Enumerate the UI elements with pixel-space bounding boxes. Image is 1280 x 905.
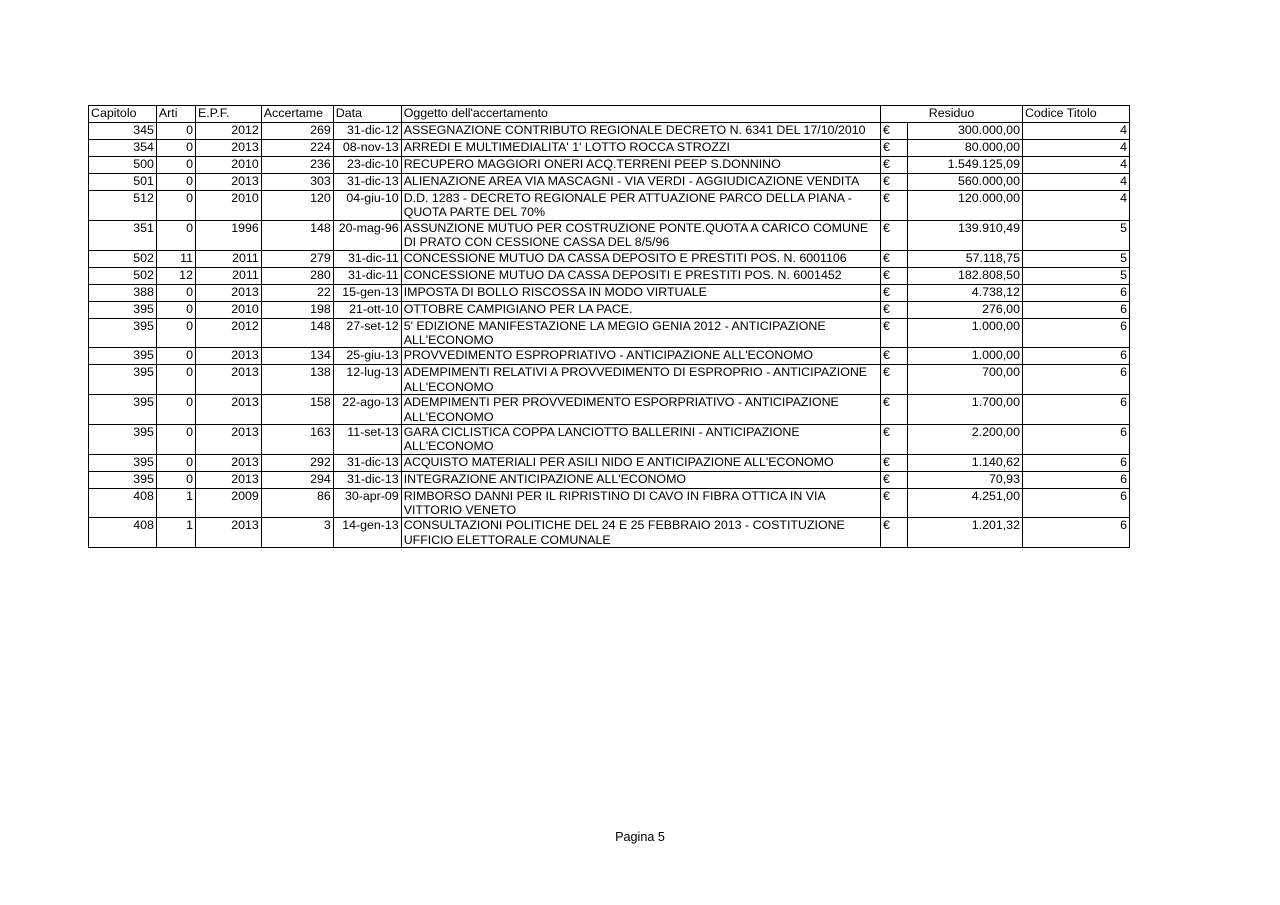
cell-oggetto: RIMBORSO DANNI PER IL RIPRISTINO DI CAVO IN FIBRA OTTICA IN VIA VITTORIO VENETO — [401, 488, 880, 518]
cell-articolo: 0 — [156, 140, 195, 157]
cell-valuta: € — [881, 123, 908, 140]
cell-accertamento: 279 — [261, 250, 333, 267]
cell-oggetto: ADEMPIMENTI RELATIVI A PROVVEDIMENTO DI ESPROPRIO - ANTICIPAZIONE ALL'ECONOMO — [401, 365, 880, 395]
cell-valuta: € — [881, 220, 908, 250]
cell-oggetto: ACQUISTO MATERIALI PER ASILI NIDO E ANTICIPAZIONE ALL'ECONOMO — [401, 454, 880, 471]
cell-valuta: € — [881, 454, 908, 471]
cell-codice-titolo: 6 — [1022, 424, 1129, 454]
cell-residuo: 1.000,00 — [907, 348, 1022, 365]
cell-valuta: € — [881, 174, 908, 191]
cell-capitolo: 408 — [89, 518, 157, 548]
cell-valuta: € — [881, 250, 908, 267]
cell-data: 27-set-12 — [333, 318, 401, 348]
cell-articolo: 0 — [156, 471, 195, 488]
cell-valuta: € — [881, 140, 908, 157]
cell-accertamento: 303 — [261, 174, 333, 191]
cell-accertamento: 22 — [261, 284, 333, 301]
cell-residuo: 4.251,00 — [907, 488, 1022, 518]
cell-valuta: € — [881, 365, 908, 395]
cell-valuta: € — [881, 424, 908, 454]
table-row — [89, 454, 1130, 471]
table-row — [89, 191, 1130, 221]
cell-epf: 2013 — [195, 284, 261, 301]
table-row — [89, 365, 1130, 395]
cell-data: 12-lug-13 — [333, 365, 401, 395]
cell-capitolo: 395 — [89, 395, 157, 425]
cell-codice-titolo: 6 — [1022, 395, 1129, 425]
cell-data: 21-ott-10 — [333, 301, 401, 318]
cell-valuta: € — [881, 348, 908, 365]
cell-oggetto: OTTOBRE CAMPIGIANO PER LA PACE. — [401, 301, 880, 318]
cell-oggetto: IMPOSTA DI BOLLO RISCOSSA IN MODO VIRTUALE — [401, 284, 880, 301]
accertamenti-table — [88, 105, 1130, 548]
cell-articolo: 0 — [156, 220, 195, 250]
cell-articolo: 0 — [156, 365, 195, 395]
table-row — [89, 140, 1130, 157]
cell-residuo: 57.118,75 — [907, 250, 1022, 267]
cell-capitolo: 388 — [89, 284, 157, 301]
cell-oggetto: ASSEGNAZIONE CONTRIBUTO REGIONALE DECRETO N. 6341 DEL 17/10/2010 — [401, 123, 880, 140]
cell-accertamento: 120 — [261, 191, 333, 221]
cell-epf: 2013 — [195, 174, 261, 191]
cell-articolo: 1 — [156, 518, 195, 548]
cell-accertamento: 269 — [261, 123, 333, 140]
cell-codice-titolo: 6 — [1022, 471, 1129, 488]
cell-capitolo: 502 — [89, 267, 157, 284]
cell-codice-titolo: 6 — [1022, 284, 1129, 301]
cell-articolo: 11 — [156, 250, 195, 267]
cell-residuo: 300.000,00 — [907, 123, 1022, 140]
cell-codice-titolo: 6 — [1022, 348, 1129, 365]
column-header-articolo: Arti — [156, 106, 195, 123]
cell-epf: 2013 — [195, 471, 261, 488]
cell-capitolo: 345 — [89, 123, 157, 140]
table-row — [89, 424, 1130, 454]
cell-data: 22-ago-13 — [333, 395, 401, 425]
cell-articolo: 0 — [156, 454, 195, 471]
cell-epf: 2013 — [195, 348, 261, 365]
cell-articolo: 12 — [156, 267, 195, 284]
table-row — [89, 518, 1130, 548]
cell-capitolo: 500 — [89, 157, 157, 174]
cell-data: 08-nov-13 — [333, 140, 401, 157]
cell-capitolo: 395 — [89, 318, 157, 348]
cell-data: 15-gen-13 — [333, 284, 401, 301]
cell-residuo: 1.140,62 — [907, 454, 1022, 471]
cell-capitolo: 512 — [89, 191, 157, 221]
cell-capitolo: 395 — [89, 471, 157, 488]
table-header-row — [89, 106, 1130, 123]
cell-epf: 2013 — [195, 140, 261, 157]
page-footer: Pagina 5 — [615, 830, 665, 844]
table-row — [89, 250, 1130, 267]
cell-data: 31-dic-13 — [333, 471, 401, 488]
cell-epf: 2013 — [195, 424, 261, 454]
cell-residuo: 1.549.125,09 — [907, 157, 1022, 174]
cell-epf: 2012 — [195, 318, 261, 348]
cell-codice-titolo: 6 — [1022, 365, 1129, 395]
cell-accertamento: 148 — [261, 220, 333, 250]
cell-data: 30-apr-09 — [333, 488, 401, 518]
cell-residuo: 182.808,50 — [907, 267, 1022, 284]
cell-epf: 2010 — [195, 157, 261, 174]
cell-oggetto: ARREDI E MULTIMEDIALITA' 1' LOTTO ROCCA STROZZI — [401, 140, 880, 157]
cell-residuo: 120.000,00 — [907, 191, 1022, 221]
cell-accertamento: 138 — [261, 365, 333, 395]
cell-articolo: 0 — [156, 191, 195, 221]
column-header-data: Data — [333, 106, 401, 123]
cell-accertamento: 224 — [261, 140, 333, 157]
table-row — [89, 348, 1130, 365]
cell-articolo: 0 — [156, 301, 195, 318]
cell-valuta: € — [881, 191, 908, 221]
table-row — [89, 220, 1130, 250]
cell-residuo: 139.910,49 — [907, 220, 1022, 250]
column-header-codice-titolo: Codice Titolo — [1022, 106, 1129, 123]
cell-codice-titolo: 4 — [1022, 191, 1129, 221]
table-row — [89, 488, 1130, 518]
cell-articolo: 0 — [156, 157, 195, 174]
cell-accertamento: 292 — [261, 454, 333, 471]
table-row — [89, 267, 1130, 284]
cell-accertamento: 236 — [261, 157, 333, 174]
cell-data: 31-dic-13 — [333, 174, 401, 191]
cell-codice-titolo: 4 — [1022, 123, 1129, 140]
cell-epf: 2013 — [195, 518, 261, 548]
cell-accertamento: 148 — [261, 318, 333, 348]
cell-residuo: 700,00 — [907, 365, 1022, 395]
cell-residuo: 1.700,00 — [907, 395, 1022, 425]
cell-residuo: 1.201,32 — [907, 518, 1022, 548]
cell-valuta: € — [881, 284, 908, 301]
cell-valuta: € — [881, 318, 908, 348]
cell-accertamento: 294 — [261, 471, 333, 488]
column-header-accertamento: Accertame — [261, 106, 333, 123]
accertamenti-table-container — [88, 105, 1130, 548]
cell-epf: 2013 — [195, 365, 261, 395]
cell-oggetto: PROVVEDIMENTO ESPROPRIATIVO - ANTICIPAZIONE ALL'ECONOMO — [401, 348, 880, 365]
cell-codice-titolo: 4 — [1022, 157, 1129, 174]
cell-valuta: € — [881, 157, 908, 174]
cell-capitolo: 501 — [89, 174, 157, 191]
cell-capitolo: 395 — [89, 424, 157, 454]
cell-oggetto: GARA CICLISTICA COPPA LANCIOTTO BALLERINI - ANTICIPAZIONE ALL'ECONOMO — [401, 424, 880, 454]
cell-capitolo: 408 — [89, 488, 157, 518]
cell-accertamento: 158 — [261, 395, 333, 425]
cell-articolo: 0 — [156, 348, 195, 365]
cell-epf: 2012 — [195, 123, 261, 140]
table-row — [89, 174, 1130, 191]
table-row — [89, 395, 1130, 425]
cell-accertamento: 86 — [261, 488, 333, 518]
cell-articolo: 0 — [156, 395, 195, 425]
cell-accertamento: 3 — [261, 518, 333, 548]
cell-data: 20-mag-96 — [333, 220, 401, 250]
cell-accertamento: 163 — [261, 424, 333, 454]
cell-epf: 2010 — [195, 301, 261, 318]
cell-residuo: 70,93 — [907, 471, 1022, 488]
cell-data: 31-dic-11 — [333, 267, 401, 284]
cell-epf: 2013 — [195, 395, 261, 425]
table-row — [89, 123, 1130, 140]
cell-codice-titolo: 6 — [1022, 301, 1129, 318]
cell-accertamento: 198 — [261, 301, 333, 318]
cell-data: 31-dic-13 — [333, 454, 401, 471]
cell-valuta: € — [881, 301, 908, 318]
cell-valuta: € — [881, 488, 908, 518]
column-header-epf: E.P.F. — [195, 106, 261, 123]
table-row — [89, 157, 1130, 174]
column-header-oggetto: Oggetto dell'accertamento — [401, 106, 880, 123]
cell-codice-titolo: 5 — [1022, 220, 1129, 250]
cell-codice-titolo: 6 — [1022, 318, 1129, 348]
cell-residuo: 1.000,00 — [907, 318, 1022, 348]
cell-codice-titolo: 5 — [1022, 250, 1129, 267]
cell-residuo: 2.200,00 — [907, 424, 1022, 454]
cell-articolo: 0 — [156, 123, 195, 140]
cell-data: 23-dic-10 — [333, 157, 401, 174]
cell-oggetto: CONSULTAZIONI POLITICHE DEL 24 E 25 FEBBRAIO 2013 - COSTITUZIONE UFFICIO ELETTORALE COMUNALE — [401, 518, 880, 548]
cell-articolo: 0 — [156, 174, 195, 191]
cell-residuo: 4.738,12 — [907, 284, 1022, 301]
cell-accertamento: 280 — [261, 267, 333, 284]
cell-residuo: 560.000,00 — [907, 174, 1022, 191]
cell-oggetto: INTEGRAZIONE ANTICIPAZIONE ALL'ECONOMO — [401, 471, 880, 488]
cell-capitolo: 395 — [89, 301, 157, 318]
cell-capitolo: 351 — [89, 220, 157, 250]
table-header — [89, 106, 1130, 123]
table-body — [89, 123, 1130, 548]
cell-residuo: 276,00 — [907, 301, 1022, 318]
cell-data: 31-dic-11 — [333, 250, 401, 267]
cell-valuta: € — [881, 267, 908, 284]
cell-capitolo: 502 — [89, 250, 157, 267]
table-row — [89, 301, 1130, 318]
cell-articolo: 0 — [156, 318, 195, 348]
column-header-residuo: Residuo — [881, 106, 1023, 123]
cell-data: 31-dic-12 — [333, 123, 401, 140]
cell-epf: 2013 — [195, 454, 261, 471]
table-row — [89, 284, 1130, 301]
cell-epf: 2010 — [195, 191, 261, 221]
cell-valuta: € — [881, 395, 908, 425]
cell-capitolo: 395 — [89, 454, 157, 471]
cell-oggetto: CONCESSIONE MUTUO DA CASSA DEPOSITI E PRESTITI POS. N. 6001452 — [401, 267, 880, 284]
cell-epf: 2011 — [195, 250, 261, 267]
cell-codice-titolo: 6 — [1022, 518, 1129, 548]
cell-oggetto: RECUPERO MAGGIORI ONERI ACQ.TERRENI PEEP S.DONNINO — [401, 157, 880, 174]
cell-data: 04-giu-10 — [333, 191, 401, 221]
cell-epf: 2011 — [195, 267, 261, 284]
cell-codice-titolo: 4 — [1022, 174, 1129, 191]
cell-epf: 1996 — [195, 220, 261, 250]
cell-data: 25-giu-13 — [333, 348, 401, 365]
cell-oggetto: 5' EDIZIONE MANIFESTAZIONE LA MEGIO GENIA 2012 - ANTICIPAZIONE ALL'ECONOMO — [401, 318, 880, 348]
cell-articolo: 0 — [156, 424, 195, 454]
cell-oggetto: D.D. 1283 - DECRETO REGIONALE PER ATTUAZIONE PARCO DELLA PIANA - QUOTA PARTE DEL 70% — [401, 191, 880, 221]
cell-capitolo: 395 — [89, 365, 157, 395]
cell-accertamento: 134 — [261, 348, 333, 365]
cell-codice-titolo: 5 — [1022, 267, 1129, 284]
cell-valuta: € — [881, 518, 908, 548]
cell-data: 11-set-13 — [333, 424, 401, 454]
cell-oggetto: ADEMPIMENTI PER PROVVEDIMENTO ESPORPRIATIVO - ANTICIPAZIONE ALL'ECONOMO — [401, 395, 880, 425]
table-row — [89, 471, 1130, 488]
cell-capitolo: 354 — [89, 140, 157, 157]
cell-articolo: 1 — [156, 488, 195, 518]
cell-residuo: 80.000,00 — [907, 140, 1022, 157]
cell-oggetto: ALIENAZIONE AREA VIA MASCAGNI - VIA VERDI - AGGIUDICAZIONE VENDITA — [401, 174, 880, 191]
cell-codice-titolo: 6 — [1022, 454, 1129, 471]
cell-valuta: € — [881, 471, 908, 488]
cell-epf: 2009 — [195, 488, 261, 518]
cell-oggetto: CONCESSIONE MUTUO DA CASSA DEPOSITO E PRESTITI POS. N. 6001106 — [401, 250, 880, 267]
cell-capitolo: 395 — [89, 348, 157, 365]
cell-articolo: 0 — [156, 284, 195, 301]
cell-codice-titolo: 6 — [1022, 488, 1129, 518]
table-row — [89, 318, 1130, 348]
cell-oggetto: ASSUNZIONE MUTUO PER COSTRUZIONE PONTE.QUOTA A CARICO COMUNE DI PRATO CON CESSIONE CASSA DEL 8/5/96 — [401, 220, 880, 250]
cell-data: 14-gen-13 — [333, 518, 401, 548]
cell-codice-titolo: 4 — [1022, 140, 1129, 157]
column-header-capitolo: Capitolo — [89, 106, 157, 123]
